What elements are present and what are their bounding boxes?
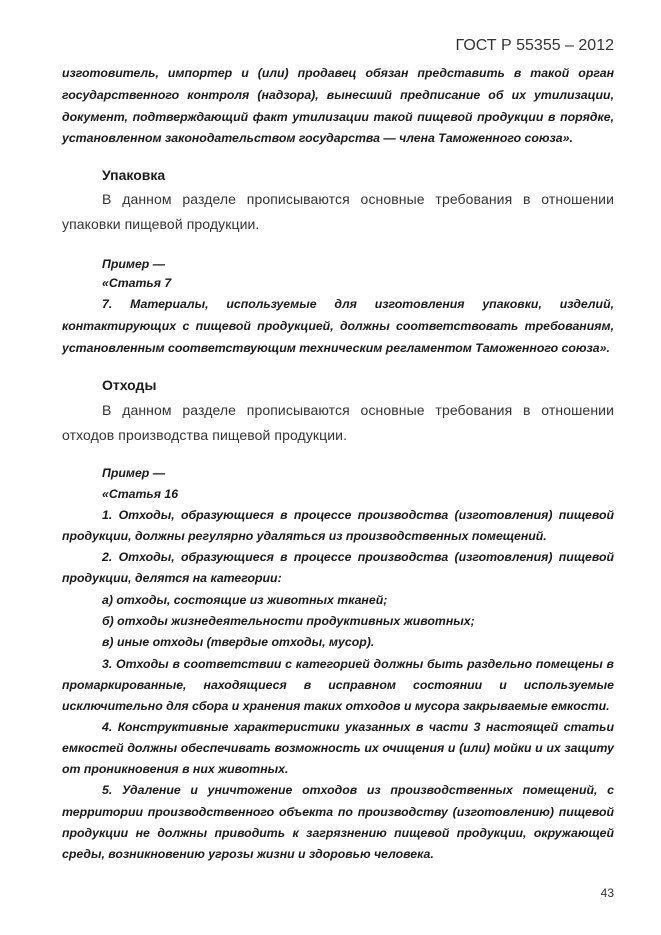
article-line: продукции, делятся на категории: bbox=[62, 571, 282, 585]
article-line: продукции не должны приводить к загрязнению пищевой продукции, окружающей bbox=[62, 826, 614, 840]
packaging-text: упаковки пищевой продукции. bbox=[62, 216, 260, 232]
article-title: «Статья 7 bbox=[102, 276, 172, 290]
example-label: Пример — bbox=[102, 257, 166, 271]
article-line: промаркированные, находящиеся в исправном состоянии и используемые bbox=[62, 678, 614, 692]
article-line: емкостей должны обеспечивать возможность их очищения и (или) мойки и их защиту bbox=[62, 741, 614, 755]
article-line: а) отходы, состоящие из животных тканей; bbox=[102, 593, 388, 607]
article-line: 1. Отходы, образующиеся в процессе производства (изготовления) пищевой bbox=[102, 508, 614, 522]
intro-line: установленном законодательством государства — члена Таможенного союза». bbox=[62, 131, 573, 145]
intro-line: государственного контроля (надзора), вынесший предписание об их утилизации, bbox=[62, 88, 614, 102]
article-line: исключительно для сбора и хранения таких отходов и мусора закрываемые емкости. bbox=[62, 699, 610, 713]
article-line: территории производственного объекта по производству (изготовлению) пищевой bbox=[62, 805, 614, 819]
article-line: установленным соответствующим техническим регламентом Таможенного союза». bbox=[62, 341, 610, 355]
article-line: продукции, должны регулярно удаляться из производственных помещений. bbox=[62, 529, 547, 543]
packaging-text: В данном разделе прописываются основные требования в отношении bbox=[102, 191, 614, 207]
section-heading-waste: Отходы bbox=[102, 377, 157, 393]
article-line: 2. Отходы, образующиеся в процессе производства (изготовления) пищевой bbox=[102, 550, 614, 564]
intro-line: документ, подтверждающий факт утилизации такой пищевой продукции в порядке, bbox=[62, 110, 614, 124]
page-number: 43 bbox=[600, 886, 614, 900]
article-line: среды, возникновению угрозы жизни и здоровью человека. bbox=[62, 847, 434, 861]
document-code: ГОСТ Р 55355 – 2012 bbox=[455, 37, 614, 54]
article-title: «Статья 16 bbox=[102, 487, 179, 501]
article-line: 3. Отходы в соответствии с категорией должны быть раздельно помещены в bbox=[102, 657, 614, 671]
article-line: 7. Материалы, используемые для изготовления упаковки, изделий, bbox=[102, 297, 614, 311]
intro-line: изготовитель, импортер и (или) продавец обязан представить в такой орган bbox=[62, 66, 614, 80]
article-line: в) иные отходы (твердые отходы, мусор). bbox=[102, 635, 375, 649]
article-line: от проникновения в них животных. bbox=[62, 762, 289, 776]
article-line: контактирующих с пищевой продукцией, должны соответствовать требованиям, bbox=[62, 319, 614, 333]
waste-text: отходов производства пищевой продукции. bbox=[62, 427, 348, 443]
article-line: 4. Конструктивные характеристики указанных в части 3 настоящей статьи bbox=[102, 720, 614, 734]
example-label: Пример — bbox=[102, 466, 166, 480]
article-line: б) отходы жизнедеятельности продуктивных животных; bbox=[102, 614, 475, 628]
waste-text: В данном разделе прописываются основные требования в отношении bbox=[102, 402, 614, 418]
article-line: 5. Удаление и уничтожение отходов из производственных помещений, с bbox=[102, 783, 614, 797]
section-heading-packaging: Упаковка bbox=[102, 167, 166, 183]
